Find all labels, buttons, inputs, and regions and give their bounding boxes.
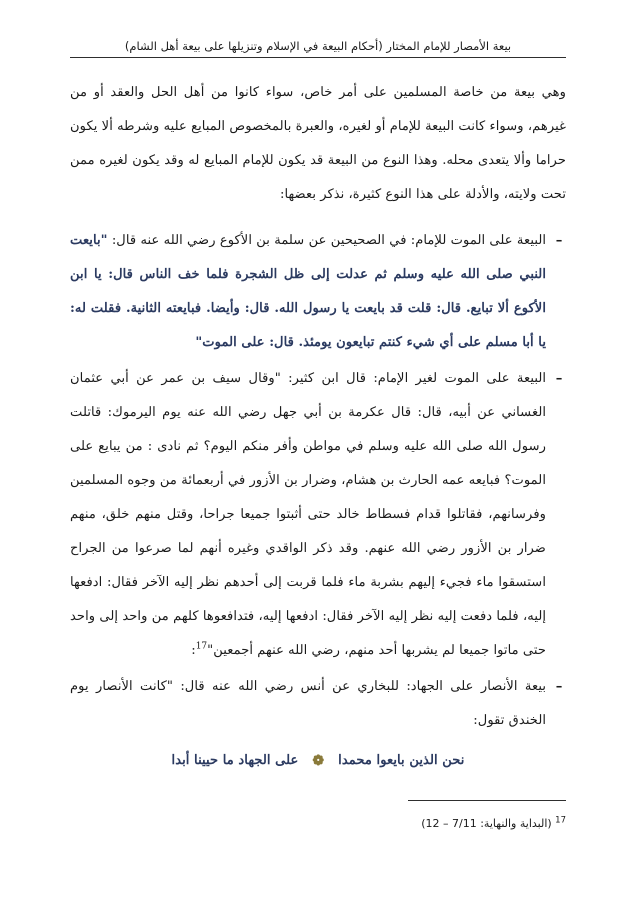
footnote-text: (البداية والنهاية: 7/11 – 12) xyxy=(421,817,552,830)
item-lead-text: البيعة على الموت للإمام: في الصحيحين عن سلمة بن الأكوع رضي الله عنه قال: xyxy=(111,233,546,248)
poem-hemistich-left: على الجهاد ما حيينا أبدا xyxy=(171,753,299,768)
flower-ornament-icon: ❁ xyxy=(312,753,325,769)
list-item-death-pledge-other xyxy=(70,362,566,668)
list-bullet: – xyxy=(555,371,563,386)
list-item-ansar-pledge xyxy=(70,670,566,738)
footnote-reference[interactable]: 17 xyxy=(195,641,208,652)
footnote xyxy=(300,816,566,832)
list-bullet: – xyxy=(555,233,563,248)
header-rule xyxy=(70,57,566,58)
item-lead-text: البيعة على الموت لغير الإمام: قال ابن كثير: "وقال سيف بن عمر عن أبي عثمان الغساني عن أبيه، قال: قال عكرمة بن أبي جهل رضي الله عنه يوم اليرموك: قاتلت رسول الله صلى الله عليه وسلم في مواطن وأفر منكم اليوم؟ ثم نادى : من يبايع على الموت؟ فبايعه عمه الحارث بن هشام، وضرار بن الأزور في أربعمائة من وجوه المسلمين وفرسانهم، فقاتلوا قدام فسطاط خالد حتى أثبتوا جميعا جراحا، وقتل منهم خلق، منهم ضرار بن الأزور رضي الله عنهم. وقد ذكر الواقدي وغيره أنهم لما صرعوا من الجراح استسقوا ماء فجيء إليهم بشربة ماء فلما قربت إلى أحدهم نظر إليه الآخر فقال: ادفعها إليه، فلما دفعت إليه نظر إليه الآخر فقال: ادفعها إليه، فتدافعوها كلهم من واحد إلى واحد حتى ماتوا جميعا لم يشربها أحد منهم، رضي الله عنهم أجمعين" xyxy=(70,371,546,658)
poem-verse xyxy=(70,744,566,778)
footnote-number: 17 xyxy=(555,815,566,826)
intro-paragraph: وهي بيعة من خاصة المسلمين على أمر خاص، سواء كانوا من أهل الحل والعقد أو من غيرهم، وسواء كانت البيعة للإمام أو لغيره، والعبرة بالمخصوص المبايع عليه وشرطه ألا يكون حراما وألا يتعدى محله. وهذا النوع من البيعة قد يكون للإمام المبايع له وقد يكون لغيره ممن تحت ولايته، والأدلة على هذا النوع كثيرة، نذكر بعضها: xyxy=(70,85,566,202)
footnote-rule xyxy=(408,800,566,801)
hadith-quote: "بايعت النبي صلى الله عليه وسلم ثم عدلت إلى ظل الشجرة فلما خف الناس قال: يا ابن الأكوع ألا تبايع. قال: قلت قد بايعت يا رسول الله. قال: وأيضا. فبايعته الثانية. فقلت له: يا أبا مسلم على أي شيء كنتم تبايعون يومئذ. قال: على الموت" xyxy=(70,233,546,350)
running-header: بيعة الأمصار للإمام المختار (أحكام البيعة في الإسلام وتنزيلها على بيعة أهل الشام) xyxy=(124,39,512,53)
body-text xyxy=(70,76,566,778)
item-tail-text: : xyxy=(191,643,196,658)
poem-hemistich-right: نحن الذين بايعوا محمدا xyxy=(338,753,465,768)
list-bullet: – xyxy=(555,679,563,694)
list-item-death-pledge-imam xyxy=(70,224,566,360)
item-lead-text: بيعة الأنصار على الجهاد: للبخاري عن أنس رضي الله عنه قال: "كانت الأنصار يوم الخندق تقول: xyxy=(70,679,546,728)
